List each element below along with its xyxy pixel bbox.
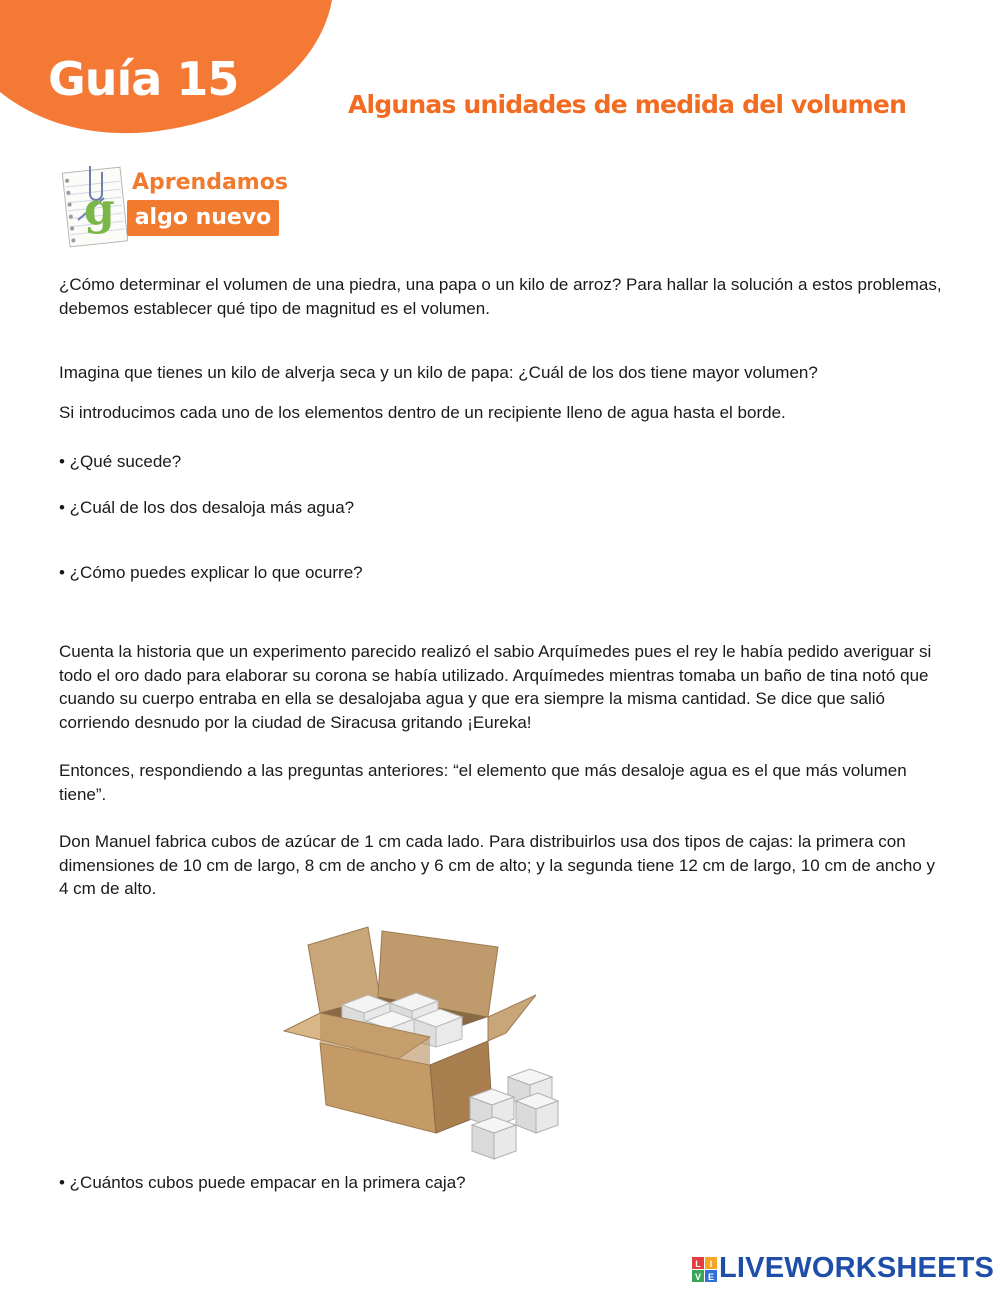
guide-number: Guía 15 [48,52,239,106]
question-cubes-first-box: • ¿Cuántos cubos puede empacar en la primera caja? [59,1173,466,1192]
answer-paragraph: Entonces, respondiendo a las preguntas anteriores: “el elemento que más desaloje agua es el que más volumen tiene”. [59,761,907,804]
archimedes-paragraph: Cuenta la historia que un experimento parecido realizó el sabio Arquímedes pues el rey le había pedido averiguar si todo el oro dado para elaborar su corona se había utilizado. Arquímedes mientras tomaba un baño de tina notó que cuando su cuerpo entraba en ella se desalojaba agua y que era siempre la misma cantidad. Se dice que salió corriendo desnudo por la ciudad de Siracusa gritando ¡Eureka! [59,642,932,732]
sugar-cubes-paragraph: Don Manuel fabrica cubos de azúcar de 1 cm cada lado. Para distribuirlos usa dos tipos de cajas: la primera con dimensiones de 10 cm de largo, 8 cm de ancho y 6 cm de alto; y la segunda tiene 12 cm de largo, 10 cm de ancho y 4 cm de alto. [59,832,936,898]
box-with-sugar-cubes-image [280,925,580,1170]
badge-line-2: algo nuevo [127,200,279,236]
svg-text:E: E [707,1272,715,1282]
svg-text:I: I [709,1259,713,1269]
question-what-happens: • ¿Qué sucede? [59,452,182,471]
badge-line-1: Aprendamos [132,170,288,195]
liveworksheets-logo-icon [692,1257,718,1283]
container-paragraph: Si introducimos cada uno de los elementos dentro de un recipiente lleno de agua hasta el borde. [59,403,786,422]
question-displaces-more: • ¿Cuál de los dos desaloja más agua? [59,498,355,517]
page-title: Algunas unidades de medida del volumen [348,90,907,119]
question-explain: • ¿Cómo puedes explicar lo que ocurre? [59,563,363,582]
g-letter: g [84,184,115,235]
intro-paragraph: ¿Cómo determinar el volumen de una piedra, una papa o un kilo de arroz? Para hallar la solución a estos problemas, debemos establecer qué tipo de magnitud es el volumen. [59,275,942,318]
footer-brand[interactable]: LIVEWORKSHEETS [719,1252,995,1284]
svg-text:V: V [694,1272,702,1282]
svg-text:L: L [695,1259,701,1269]
imagine-paragraph: Imagina que tienes un kilo de alverja seca y un kilo de papa: ¿Cuál de los dos tiene mayor volumen? [59,363,818,382]
